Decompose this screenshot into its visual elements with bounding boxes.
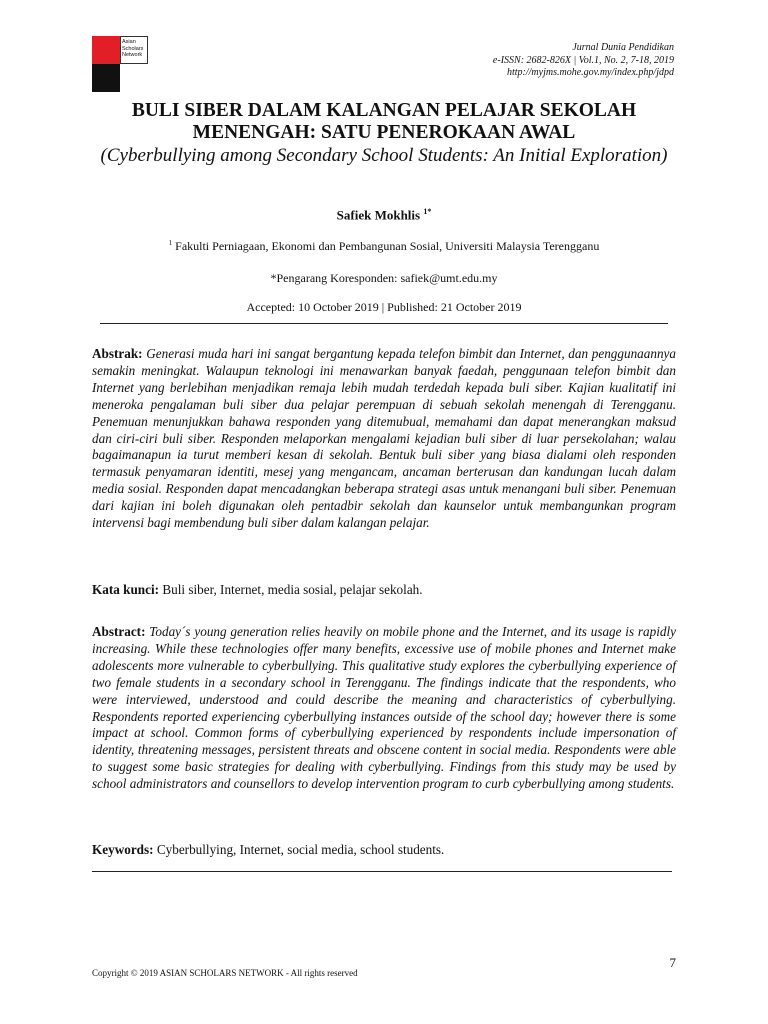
copyright-notice: Copyright © 2019 ASIAN SCHOLARS NETWORK - All rights reserved xyxy=(92,968,358,978)
author xyxy=(0,207,768,223)
journal-name: Jurnal Dunia Pendidikan xyxy=(572,42,674,53)
publisher-logo xyxy=(92,36,148,92)
paper-subtitle: (Cyberbullying among Secondary School Students: An Initial Exploration) xyxy=(100,145,668,166)
keywords xyxy=(92,842,676,858)
affiliation-text: Fakulti Perniagaan, Ekonomi dan Pembangunan Sosial, Universiti Malaysia Terengganu xyxy=(175,239,600,253)
journal-url[interactable]: http://myjms.mohe.gov.my/index.php/jdpd xyxy=(506,67,674,78)
publication-dates: Accepted: 10 October 2019 | Published: 21 October 2019 xyxy=(246,300,522,314)
affiliation-sup: 1 xyxy=(168,239,173,247)
kata-kunci-text: Buli siber, Internet, media sosial, pelajar sekolah. xyxy=(162,582,423,597)
abstract-section xyxy=(92,624,676,793)
affiliation xyxy=(0,239,768,254)
abstrak-label: Abstrak: xyxy=(92,346,143,361)
journal-header xyxy=(493,42,674,80)
corresponding-author: *Pengarang Koresponden: safiek@umt.edu.my xyxy=(270,271,498,285)
paper-title: BULI SIBER DALAM KALANGAN PELAJAR SEKOLAH MENENGAH: SATU PENEROKAAN AWAL xyxy=(131,100,637,143)
abstract-label: Abstract: xyxy=(92,624,146,639)
keywords-label: Keywords: xyxy=(92,842,154,857)
kata-kunci-label: Kata kunci: xyxy=(92,582,160,597)
keywords-text: Cyberbullying, Internet, social media, school students. xyxy=(156,842,445,857)
logo-black-square xyxy=(92,64,120,92)
author-name: Safiek Mokhlis xyxy=(336,207,421,223)
header-divider xyxy=(100,323,668,324)
abstrak-section xyxy=(92,346,676,532)
kata-kunci xyxy=(92,582,676,598)
abstract-text: Today´s young generation relies heavily on mobile phone and the Internet, and its usage is rapidly increasing. While these technologies offer many benefits, excessive use of mobile phones and Internet make adolescents more vulnerable to cyberbullying. This qualitative study explores the cyberbullying experience of two female students in a secondary school in Terengganu. The findings indicate that the respondents, who were interviewed, understood and could describe the meaning and characteristics of cyberbullying. Respondents reported experiencing cyberbullying instances outside of the school day; however there is some impact at school. Common forms of cyberbullying experienced by respondents include impersonation of identity, threatening messages, persistent threats and obscene content in social media. Respondents were able to suggest some basic strategies for dealing with cyberbullying. Findings from this study may be used by school administrators and counsellors to develop intervention program to curb cyberbullying among students. xyxy=(92,624,677,792)
journal-issn: e-ISSN: 2682-826X | Vol.1, No. 2, 7-18, 2019 xyxy=(492,54,674,66)
abstract-divider xyxy=(92,871,672,872)
author-sup: 1* xyxy=(423,207,432,216)
logo-red-square xyxy=(92,36,120,64)
abstrak-text: Generasi muda hari ini sangat bergantung kepada telefon bimbit dan Internet, dan penggunaannya semakin meningkat. Walaupun teknologi ini menawarkan banyak faedah, penggunaan telefon bimbit dan Internet yang berlebihan menjadikan remaja lebih mudah terdedah kepada buli siber. Kajian kualitatif ini meneroka pengalaman buli siber dua pelajar perempuan di sebuah sekolah menengah di Terengganu. Penemuan menunjukkan bahawa responden yang ditemubual, memahami dan dapat menerangkan maksud dan ciri-ciri buli siber. Responden melaporkan mengalami kejadian buli siber di luar persekolahan; walau bagaimanapun ia turut memberi kesan di sekolah. Bentuk buli siber yang biasa dialami oleh responden termasuk penyamaran identiti, mesej yang mengancam, ancaman berterusan dan kandungan lucah dalam media sosial. Responden dapat mencadangkan beberapa strategi asas untuk menangani buli siber. Penemuan dari kajian ini boleh digunakan oleh pentadbir sekolah dan kaunselor untuk membangunkan program intervensi bagi membendung buli siber dalam kalangan pelajar. xyxy=(92,346,676,531)
logo-text: Asian Scholars Network xyxy=(122,39,144,58)
page-number: 7 xyxy=(669,955,676,970)
